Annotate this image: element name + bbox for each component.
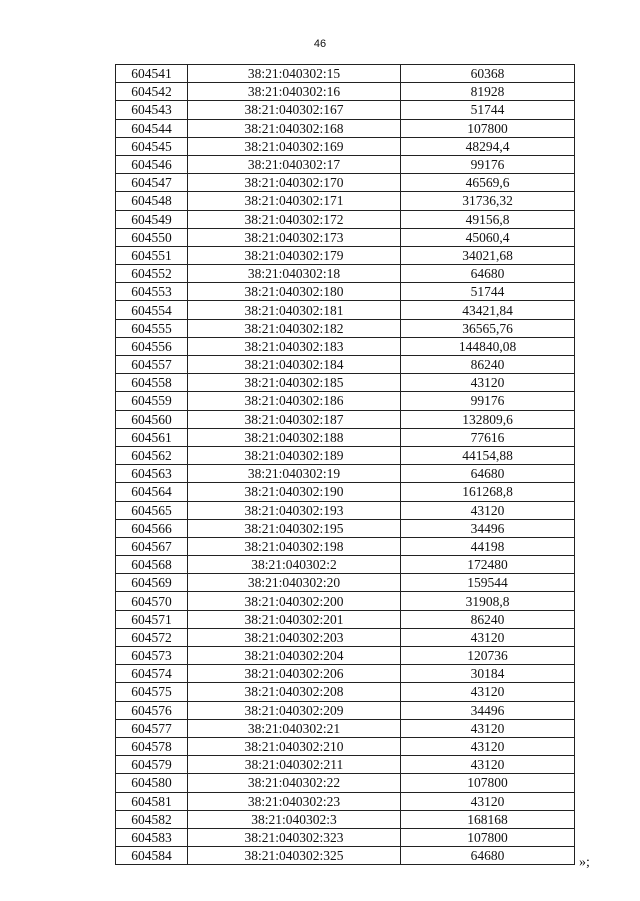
value-cell: 64680 <box>401 465 575 483</box>
cadastral-number-cell: 38:21:040302:20 <box>188 574 401 592</box>
value-cell: 49156,8 <box>401 210 575 228</box>
table-row <box>116 428 575 446</box>
value-cell: 86240 <box>401 356 575 374</box>
table-row <box>116 774 575 792</box>
cadastral-number-cell: 38:21:040302:211 <box>188 756 401 774</box>
cadastral-number-cell: 38:21:040302:2 <box>188 556 401 574</box>
table-row <box>116 374 575 392</box>
table-row <box>116 592 575 610</box>
value-cell: 99176 <box>401 392 575 410</box>
cadastral-number-cell: 38:21:040302:173 <box>188 228 401 246</box>
row-number-cell: 604558 <box>116 374 188 392</box>
cadastral-number-cell: 38:21:040302:186 <box>188 392 401 410</box>
cadastral-number-cell: 38:21:040302:201 <box>188 610 401 628</box>
value-cell: 36565,76 <box>401 319 575 337</box>
page-number: 46 <box>313 38 327 50</box>
cadastral-number-cell: 38:21:040302:23 <box>188 792 401 810</box>
row-number-cell: 604553 <box>116 283 188 301</box>
row-number-cell: 604545 <box>116 137 188 155</box>
cadastral-number-cell: 38:21:040302:21 <box>188 719 401 737</box>
table-row <box>116 137 575 155</box>
value-cell: 31908,8 <box>401 592 575 610</box>
cadastral-number-cell: 38:21:040302:190 <box>188 483 401 501</box>
value-cell: 107800 <box>401 774 575 792</box>
row-number-cell: 604575 <box>116 683 188 701</box>
value-cell: 77616 <box>401 428 575 446</box>
table-row <box>116 537 575 555</box>
row-number-cell: 604573 <box>116 647 188 665</box>
value-cell: 64680 <box>401 265 575 283</box>
row-number-cell: 604574 <box>116 665 188 683</box>
row-number-cell: 604568 <box>116 556 188 574</box>
row-number-cell: 604552 <box>116 265 188 283</box>
cadastral-number-cell: 38:21:040302:22 <box>188 774 401 792</box>
value-cell: 43120 <box>401 737 575 755</box>
table-row <box>116 683 575 701</box>
value-cell: 81928 <box>401 83 575 101</box>
value-cell: 51744 <box>401 283 575 301</box>
cadastral-number-cell: 38:21:040302:184 <box>188 356 401 374</box>
table-row <box>116 519 575 537</box>
table-row <box>116 501 575 519</box>
cadastral-number-cell: 38:21:040302:171 <box>188 192 401 210</box>
table-row <box>116 192 575 210</box>
table-row <box>116 246 575 264</box>
cadastral-number-cell: 38:21:040302:195 <box>188 519 401 537</box>
table-row <box>116 83 575 101</box>
value-cell: 107800 <box>401 828 575 846</box>
table-row <box>116 410 575 428</box>
cadastral-number-cell: 38:21:040302:17 <box>188 155 401 173</box>
table-row <box>116 665 575 683</box>
row-number-cell: 604566 <box>116 519 188 537</box>
value-cell: 45060,4 <box>401 228 575 246</box>
value-cell: 30184 <box>401 665 575 683</box>
table-row <box>116 210 575 228</box>
row-number-cell: 604557 <box>116 356 188 374</box>
row-number-cell: 604549 <box>116 210 188 228</box>
cadastral-number-cell: 38:21:040302:172 <box>188 210 401 228</box>
cadastral-number-cell: 38:21:040302:182 <box>188 319 401 337</box>
cadastral-number-cell: 38:21:040302:203 <box>188 628 401 646</box>
value-cell: 34496 <box>401 519 575 537</box>
value-cell: 43120 <box>401 628 575 646</box>
value-cell: 43120 <box>401 719 575 737</box>
row-number-cell: 604571 <box>116 610 188 628</box>
row-number-cell: 604555 <box>116 319 188 337</box>
row-number-cell: 604579 <box>116 756 188 774</box>
value-cell: 144840,08 <box>401 337 575 355</box>
cadastral-number-cell: 38:21:040302:181 <box>188 301 401 319</box>
value-cell: 120736 <box>401 647 575 665</box>
value-cell: 34021,68 <box>401 246 575 264</box>
row-number-cell: 604583 <box>116 828 188 846</box>
closing-quote-mark: »; <box>579 855 590 870</box>
cadastral-number-cell: 38:21:040302:185 <box>188 374 401 392</box>
row-number-cell: 604565 <box>116 501 188 519</box>
row-number-cell: 604550 <box>116 228 188 246</box>
row-number-cell: 604561 <box>116 428 188 446</box>
row-number-cell: 604544 <box>116 119 188 137</box>
row-number-cell: 604567 <box>116 537 188 555</box>
row-number-cell: 604541 <box>116 65 188 83</box>
row-number-cell: 604584 <box>116 847 188 865</box>
cadastral-number-cell: 38:21:040302:179 <box>188 246 401 264</box>
value-cell: 44198 <box>401 537 575 555</box>
table-row <box>116 228 575 246</box>
row-number-cell: 604572 <box>116 628 188 646</box>
row-number-cell: 604582 <box>116 810 188 828</box>
value-cell: 31736,32 <box>401 192 575 210</box>
cadastral-number-cell: 38:21:040302:209 <box>188 701 401 719</box>
table-row <box>116 647 575 665</box>
cadastral-number-cell: 38:21:040302:188 <box>188 428 401 446</box>
row-number-cell: 604559 <box>116 392 188 410</box>
cadastral-number-cell: 38:21:040302:208 <box>188 683 401 701</box>
row-number-cell: 604551 <box>116 246 188 264</box>
row-number-cell: 604580 <box>116 774 188 792</box>
row-number-cell: 604563 <box>116 465 188 483</box>
table-row <box>116 628 575 646</box>
table-row <box>116 174 575 192</box>
row-number-cell: 604576 <box>116 701 188 719</box>
value-cell: 159544 <box>401 574 575 592</box>
cadastral-number-cell: 38:21:040302:204 <box>188 647 401 665</box>
value-cell: 44154,88 <box>401 446 575 464</box>
table-row <box>116 483 575 501</box>
table-row <box>116 737 575 755</box>
cadastral-number-cell: 38:21:040302:198 <box>188 537 401 555</box>
value-cell: 64680 <box>401 847 575 865</box>
row-number-cell: 604543 <box>116 101 188 119</box>
value-cell: 43120 <box>401 756 575 774</box>
cadastral-number-cell: 38:21:040302:206 <box>188 665 401 683</box>
cadastral-number-cell: 38:21:040302:16 <box>188 83 401 101</box>
table-row <box>116 337 575 355</box>
table-row <box>116 65 575 83</box>
value-cell: 132809,6 <box>401 410 575 428</box>
table-row <box>116 446 575 464</box>
row-number-cell: 604547 <box>116 174 188 192</box>
cadastral-number-cell: 38:21:040302:169 <box>188 137 401 155</box>
cadastral-number-cell: 38:21:040302:3 <box>188 810 401 828</box>
row-number-cell: 604554 <box>116 301 188 319</box>
table-row <box>116 810 575 828</box>
cadastral-number-cell: 38:21:040302:18 <box>188 265 401 283</box>
value-cell: 168168 <box>401 810 575 828</box>
cadastral-number-cell: 38:21:040302:183 <box>188 337 401 355</box>
table-row <box>116 847 575 865</box>
row-number-cell: 604562 <box>116 446 188 464</box>
cadastral-number-cell: 38:21:040302:180 <box>188 283 401 301</box>
table-row <box>116 828 575 846</box>
value-cell: 46569,6 <box>401 174 575 192</box>
row-number-cell: 604542 <box>116 83 188 101</box>
table-row <box>116 465 575 483</box>
value-cell: 172480 <box>401 556 575 574</box>
table-row <box>116 392 575 410</box>
row-number-cell: 604577 <box>116 719 188 737</box>
value-cell: 107800 <box>401 119 575 137</box>
value-cell: 43120 <box>401 792 575 810</box>
cadastral-number-cell: 38:21:040302:170 <box>188 174 401 192</box>
cadastral-number-cell: 38:21:040302:167 <box>188 101 401 119</box>
value-cell: 43120 <box>401 501 575 519</box>
table-row <box>116 356 575 374</box>
cadastral-number-cell: 38:21:040302:19 <box>188 465 401 483</box>
table-row <box>116 155 575 173</box>
value-cell: 161268,8 <box>401 483 575 501</box>
row-number-cell: 604570 <box>116 592 188 610</box>
value-cell: 48294,4 <box>401 137 575 155</box>
cadastral-number-cell: 38:21:040302:15 <box>188 65 401 83</box>
table-row <box>116 556 575 574</box>
cadastral-number-cell: 38:21:040302:187 <box>188 410 401 428</box>
table-row <box>116 119 575 137</box>
cadastral-number-cell: 38:21:040302:323 <box>188 828 401 846</box>
cadastral-number-cell: 38:21:040302:189 <box>188 446 401 464</box>
cadastral-number-cell: 38:21:040302:200 <box>188 592 401 610</box>
value-cell: 51744 <box>401 101 575 119</box>
value-cell: 34496 <box>401 701 575 719</box>
table-row <box>116 265 575 283</box>
row-number-cell: 604564 <box>116 483 188 501</box>
cadastral-value-table <box>115 64 575 865</box>
row-number-cell: 604556 <box>116 337 188 355</box>
table-row <box>116 719 575 737</box>
table-body <box>116 65 575 865</box>
row-number-cell: 604581 <box>116 792 188 810</box>
table-row <box>116 319 575 337</box>
cadastral-number-cell: 38:21:040302:168 <box>188 119 401 137</box>
table-row <box>116 701 575 719</box>
row-number-cell: 604548 <box>116 192 188 210</box>
cadastral-number-cell: 38:21:040302:325 <box>188 847 401 865</box>
row-number-cell: 604569 <box>116 574 188 592</box>
value-cell: 86240 <box>401 610 575 628</box>
value-cell: 43120 <box>401 374 575 392</box>
table-row <box>116 283 575 301</box>
value-cell: 99176 <box>401 155 575 173</box>
table-row <box>116 756 575 774</box>
row-number-cell: 604578 <box>116 737 188 755</box>
table-row <box>116 301 575 319</box>
row-number-cell: 604546 <box>116 155 188 173</box>
cadastral-number-cell: 38:21:040302:210 <box>188 737 401 755</box>
table-row <box>116 101 575 119</box>
value-cell: 43120 <box>401 683 575 701</box>
value-cell: 60368 <box>401 65 575 83</box>
cadastral-number-cell: 38:21:040302:193 <box>188 501 401 519</box>
table-row <box>116 610 575 628</box>
table-row <box>116 574 575 592</box>
value-cell: 43421,84 <box>401 301 575 319</box>
row-number-cell: 604560 <box>116 410 188 428</box>
table-row <box>116 792 575 810</box>
